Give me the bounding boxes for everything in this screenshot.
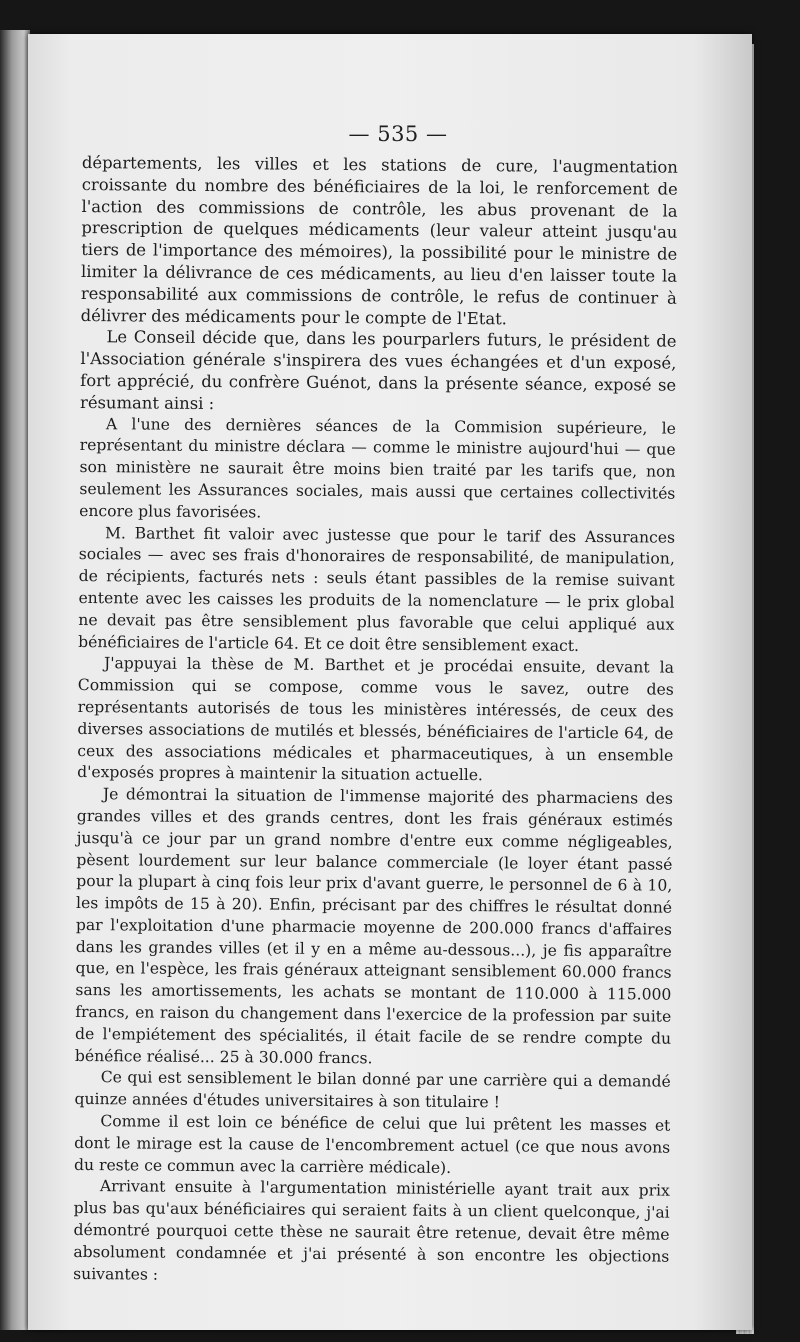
page-number: — 535 — xyxy=(348,122,448,146)
left-page-edge xyxy=(0,30,30,1330)
paragraph: A l'une des dernières séances de la Commision supérieure, le représentant du ministre déclara — comme le ministre aujourd'hui — que son ministère ne saurait être moins bien traité par les tarifs que, non seulement les Assurances sociales, mais aussi que certaines collectivités encore plus favorisées. xyxy=(79,414,676,522)
paragraph: Le Conseil décide que, dans les pourparlers futurs, le président de l'Association générale s'inspirera des vues échangées et d'un exposé, fort apprécié, du confrère Guénot, dans la présente séance, exposé se résumant ainsi : xyxy=(79,327,677,413)
book-page xyxy=(28,34,752,1330)
paragraph: Arrivant ensuite à l'argumentation ministérielle ayant trait aux prix plus bas qu'aux bénéficiaires qui seraient faits à un client quelconque, j'ai démontré pourquoi cette thèse ne saurait être retenue, devait être même absolument condamnée et j'ai présenté à son encontre les objections suivantes : xyxy=(73,1177,670,1284)
paragraph: Comme il est loin ce bénéfice de celui que lui prêtent les masses et dont le mirage est la cause de l'encombrement actuel (ce que nous avons du reste ce commun avec la carrière médicale). xyxy=(73,1112,671,1177)
paragraph: M. Barthet fit valoir avec justesse que pour le tarif des Assurances sociales — avec ses frais d'honoraires de responsabilité, de manipulation, de récipients, facturés nets : seuls étant passibles de la remise suivant entente avec les caisses les produits de la nomenclature — le prix global ne devait pas être sensiblement plus favorable que celui appliqué aux bénéficiaires de l'article 64. Et ce doit être sensiblement exact. xyxy=(78,523,676,655)
paragraph: Ce qui est sensiblement le bilan donné par une carrière qui a demandé quinze années d'études universitaires à son titulaire ! xyxy=(74,1068,671,1112)
paragraph: J'appuyai la thèse de M. Barthet et je procédai ensuite, devant la Commission qui se compose, comme vous le savez, outre des représentants autorisés de tous les ministères intéressés, de ceux des diverses associations de mutilés et blessés, bénéficiaires de l'article 64, de ceux des associations médicales et pharmaceutiques, à un ensemble d'exposés propres à maintenir la situation actuelle. xyxy=(77,654,675,785)
paragraph: Je démontrai la situation de l'immense majorité des pharmaciens des grandes villes et des grands centres, dont les frais généraux estimés jusqu'à ce jour par un grand nombre d'entre eux comme négligeables, pèsent lourdement sur leur balance commerciale (le loyer étant passé pour la plupart à cinq fois leur prix d'avant guerre, le personnel de 6 à 10, les impôts de 15 à 20). Enfin, précisant par des chiffres le résultat donné par l'exploitation d'une pharmacie moyenne de 200.000 francs d'affaires dans les grandes villes (et il y en a même au-dessous...), je fis apparaître que, en l'espèce, les frais généraux atteignant sensiblement 60.000 francs sans les amortissements, les achats se montant de 110.000 à 115.000 francs, en raison du changement dans l'exercice de la profession par suite de l'empiétement des spécialités, il était facile de se rendre compte du bénéfice réalisé... 25 à 30.000 francs. xyxy=(74,785,674,1067)
paragraph: départements, les villes et les stations de cure, l'augmentation croissante du nombre des bénéficiaires de la loi, le renforcement de l'action des commissions de contrôle, les abus provenant de la prescription de quelques médicaments (leur valeur atteint jusqu'au tiers de l'importance des mémoires), la possibilité pour le ministre de limiter la délivrance de ces médicaments, au lieu d'en laisser toute la responsabilité aux commissions de contrôle, le refus de continuer à délivrer des médicaments pour le compte de l'Etat. xyxy=(80,152,678,328)
body-text xyxy=(73,152,678,1290)
